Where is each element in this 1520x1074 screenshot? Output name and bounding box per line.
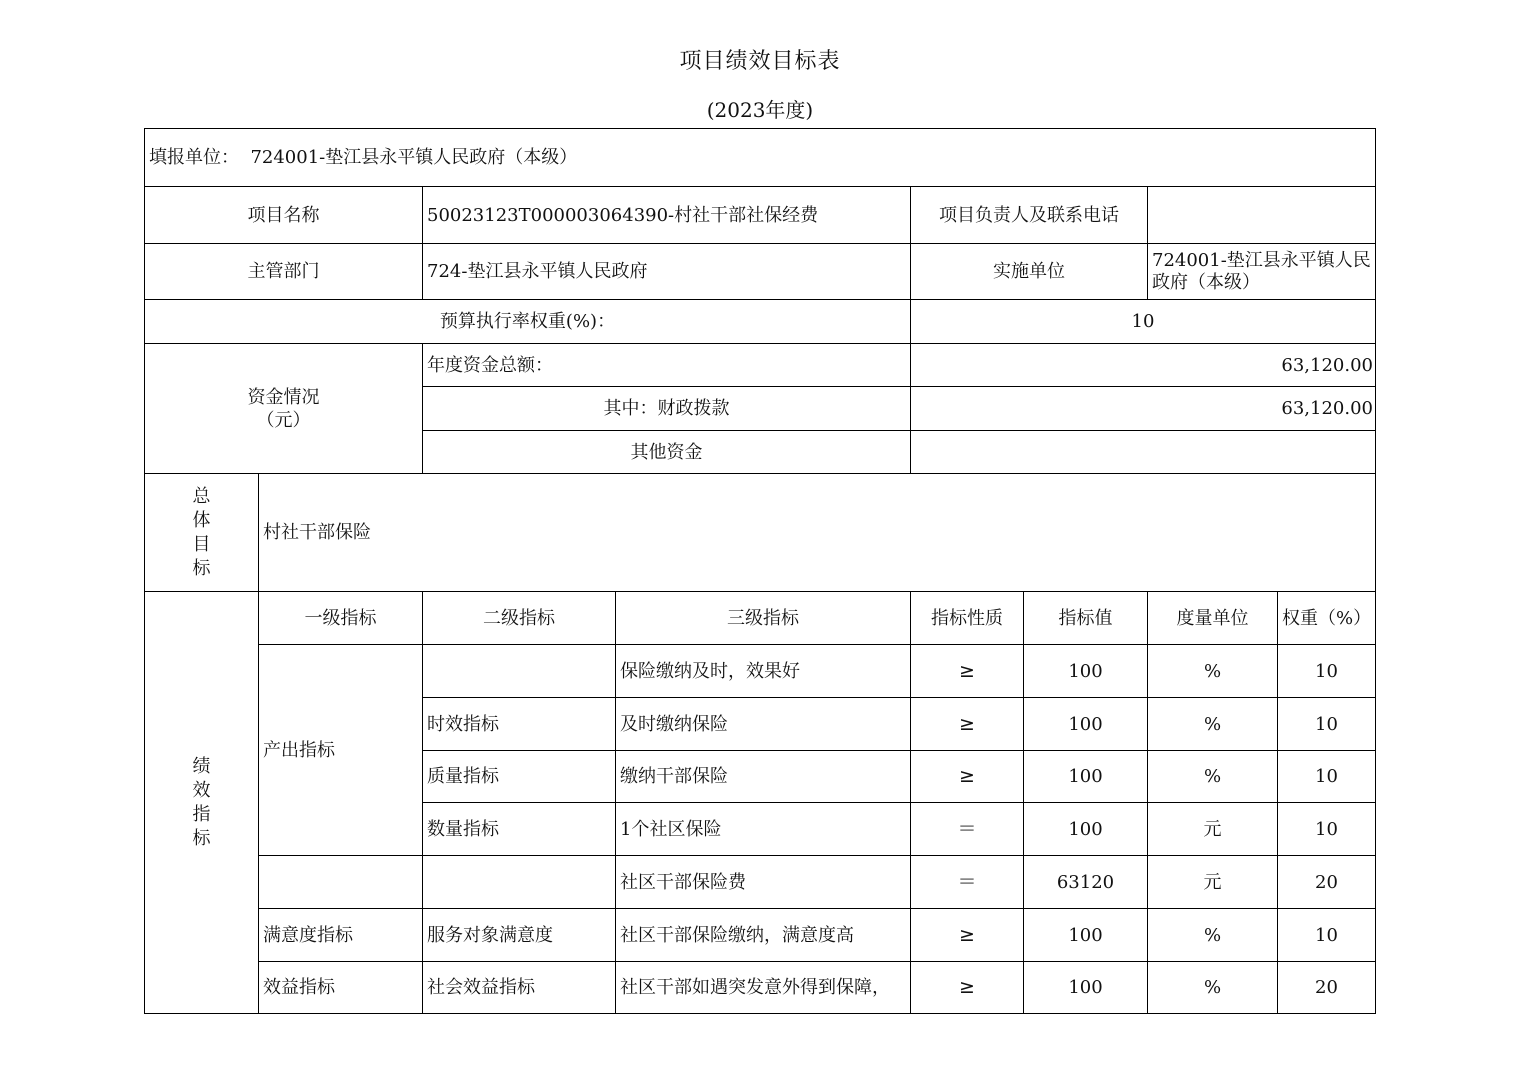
column-header: 一级指标 [259, 592, 423, 645]
weight-cell: 10 [1278, 698, 1376, 751]
nature-cell: ≥ [911, 751, 1024, 803]
column-header: 度量单位 [1148, 592, 1278, 645]
level3-cell: 社区干部保险费 [616, 856, 911, 909]
unit-cell: % [1148, 909, 1278, 962]
weight-cell: 10 [1278, 751, 1376, 803]
indicator-row [145, 645, 1376, 698]
unit-value: 724001-垫江县永平镇人民政府（本级） [250, 147, 578, 168]
project-name-row [145, 187, 1376, 244]
level3-cell: 及时缴纳保险 [616, 698, 911, 751]
page-title: 项目绩效目标表 [679, 49, 841, 74]
unit-label: 填报单位： [149, 147, 239, 168]
goal-label-char: 标 [192, 557, 211, 579]
project-name-label: 项目名称 [145, 187, 423, 244]
nature-cell: ≥ [911, 645, 1024, 698]
implementing-unit-value: 724001-垫江县永平镇人民政府（本级） [1148, 244, 1376, 300]
indicator-label-char: 绩 [192, 755, 211, 777]
nature-cell: ≥ [911, 909, 1024, 962]
indicator-row [145, 856, 1376, 909]
level2-cell: 时效指标 [423, 698, 616, 751]
level1-cell: 效益指标 [259, 962, 423, 1014]
goal-label-char: 总 [192, 485, 211, 507]
funds-label-line1: 资金情况 [247, 386, 320, 408]
value-cell: 100 [1024, 645, 1148, 698]
weight-cell: 10 [1278, 803, 1376, 856]
level3-cell: 社区干部如遇突发意外得到保障， [616, 962, 911, 1014]
indicator-row [145, 909, 1376, 962]
column-header: 指标性质 [911, 592, 1024, 645]
nature-cell: ≥ [911, 962, 1024, 1014]
nature-cell: ≥ [911, 698, 1024, 751]
column-header: 指标值 [1024, 592, 1148, 645]
funds-other-value [911, 431, 1376, 474]
value-cell: 100 [1024, 698, 1148, 751]
performance-goal-table [144, 128, 1376, 1014]
unit-cell: % [1148, 698, 1278, 751]
project-contact-value [1148, 187, 1376, 244]
level2-cell [423, 856, 616, 909]
level3-cell: 1个社区保险 [616, 803, 911, 856]
level3-cell: 保险缴纳及时，效果好 [616, 645, 911, 698]
column-header: 二级指标 [423, 592, 616, 645]
department-row [145, 244, 1376, 300]
nature-cell: ＝ [911, 803, 1024, 856]
funds-total-label: 年度资金总额： [423, 344, 911, 387]
funds-label [145, 344, 423, 474]
value-cell: 100 [1024, 909, 1148, 962]
goal-label-char: 体 [192, 509, 211, 531]
level2-cell: 数量指标 [423, 803, 616, 856]
budget-weight-label: 预算执行率权重(%)： [145, 300, 911, 344]
unit-cell: % [1148, 645, 1278, 698]
unit-cell: % [1148, 962, 1278, 1014]
unit-cell: % [1148, 751, 1278, 803]
project-contact-label: 项目负责人及联系电话 [911, 187, 1148, 244]
department-value: 724-垫江县永平镇人民政府 [423, 244, 911, 300]
column-header: 权重（%） [1278, 592, 1376, 645]
funds-fiscal-label: 其中：财政拨款 [423, 387, 911, 431]
level3-cell: 缴纳干部保险 [616, 751, 911, 803]
weight-cell: 10 [1278, 645, 1376, 698]
indicator-header-row [145, 592, 1376, 645]
value-cell: 100 [1024, 803, 1148, 856]
level3-cell: 社区干部保险缴纳，满意度高 [616, 909, 911, 962]
value-cell: 63120 [1024, 856, 1148, 909]
unit-cell: 元 [1148, 803, 1278, 856]
funds-other-label: 其他资金 [423, 431, 911, 474]
goal-label-char: 目 [192, 533, 211, 555]
overall-goal-value: 村社干部保险 [259, 474, 1376, 592]
overall-goal-label [145, 474, 259, 592]
indicator-label-char: 效 [192, 779, 211, 801]
column-header: 三级指标 [616, 592, 911, 645]
level2-cell [423, 645, 616, 698]
level1-cell [259, 856, 423, 909]
indicator-label-char: 标 [192, 827, 211, 849]
department-label: 主管部门 [145, 244, 423, 300]
implementing-unit-label: 实施单位 [911, 244, 1148, 300]
page-subtitle: (2023年度) [706, 98, 814, 122]
weight-cell: 20 [1278, 962, 1376, 1014]
funds-fiscal-value: 63,120.00 [911, 387, 1376, 431]
performance-indicator-label [145, 592, 259, 1014]
output-indicator-group: 产出指标 [259, 645, 423, 856]
indicator-row [145, 962, 1376, 1014]
unit-row [145, 129, 1376, 187]
funds-label-line2: （元） [256, 409, 311, 431]
level2-cell: 服务对象满意度 [423, 909, 616, 962]
weight-cell: 20 [1278, 856, 1376, 909]
value-cell: 100 [1024, 751, 1148, 803]
budget-weight-value: 10 [911, 300, 1376, 344]
unit-cell: 元 [1148, 856, 1278, 909]
funds-total-row [145, 344, 1376, 387]
budget-weight-row [145, 300, 1376, 344]
project-name-value: 50023123T000003064390-村社干部社保经费 [423, 187, 911, 244]
overall-goal-row [145, 474, 1376, 592]
nature-cell: ＝ [911, 856, 1024, 909]
level2-cell: 质量指标 [423, 751, 616, 803]
funds-total-value: 63,120.00 [911, 344, 1376, 387]
level2-cell: 社会效益指标 [423, 962, 616, 1014]
value-cell: 100 [1024, 962, 1148, 1014]
unit-cell [145, 129, 1376, 187]
weight-cell: 10 [1278, 909, 1376, 962]
level1-cell: 满意度指标 [259, 909, 423, 962]
indicator-label-char: 指 [192, 803, 211, 825]
